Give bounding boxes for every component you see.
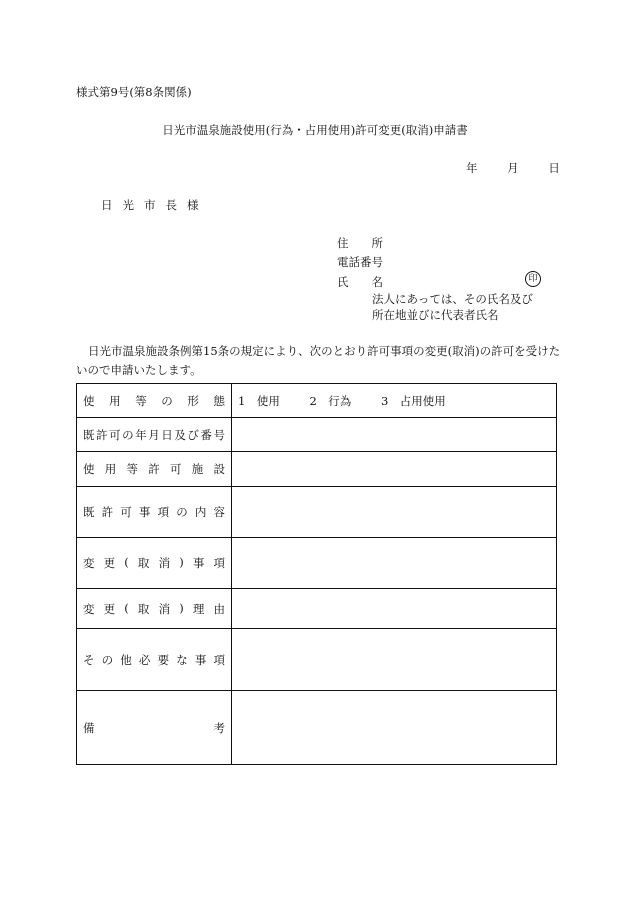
label-char: 理 [192,601,205,616]
prior-content-label [77,487,232,538]
change-items-label-text [83,555,225,571]
remarks-label-text [83,720,225,736]
prior-content-field[interactable] [232,487,557,538]
change-reason-field[interactable] [232,589,557,629]
label-char: 既 [83,427,95,442]
usage-type-options[interactable] [232,384,557,418]
label-char: 既 [83,505,95,519]
prior-content-label-text [83,504,225,520]
label-char: 設 [213,462,225,476]
table-row [77,538,557,589]
table-row [77,629,557,691]
label-char: び [187,427,199,442]
label-char: 使 [83,393,95,408]
remarks-field[interactable] [232,691,557,765]
label-char: 要 [157,652,170,667]
label-char: 年 [135,427,147,442]
label-char: 号 [213,427,225,442]
facility-label-text [83,461,225,477]
label-char: 許 [148,462,160,476]
prior-permit-label-text [83,427,225,443]
label-char: 形 [187,393,199,408]
label-char: 可 [120,505,132,519]
other-matters-field[interactable] [232,629,557,691]
label-char: ( [124,600,129,615]
label-char: な [176,652,188,667]
label-char: 事 [138,505,151,519]
table-row [77,384,557,418]
label-char: 項 [213,556,225,570]
label-char: 変 [83,601,95,616]
label-char: 更 [103,601,116,616]
label-char: 許 [101,505,114,519]
label-char: 使 [83,462,95,476]
facility-label [77,452,232,487]
label-char: 許 [96,427,108,442]
label-char: 等 [135,393,147,408]
table-row [77,487,557,538]
addressee: 日光市長様 [101,198,209,212]
date-year-label: 年 [466,161,478,175]
label-char: 施 [191,462,204,476]
usage-option-occupancy[interactable]: 3 占用使用 [380,393,446,408]
table-row [77,691,557,765]
remarks-label [77,691,232,765]
document-title: 日光市温泉施設使用(行為・占用使用)許可変更(取消)申請書 [162,123,468,137]
label-char: ( [124,555,129,569]
label-char: の [161,393,173,408]
label-char: 態 [213,393,225,408]
change-reason-label-text [83,601,225,617]
intro-paragraph: 日光市温泉施設条例第15条の規定により、次のとおり許可事項の変更(取消)の許可を受けたいので申請いたします。 [76,344,561,377]
label-char: の [176,505,188,519]
other-matters-label [77,629,232,691]
remarks-label-a: 備 [83,720,95,735]
label-char: 可 [109,427,121,442]
usage-type-label [77,384,232,418]
label-char: 他 [120,652,132,667]
remarks-label-b: 考 [213,720,225,735]
label-char: 及 [174,427,186,442]
label-char: 消 [158,601,171,616]
label-char: 日 [161,427,173,442]
applicant-name-label: 氏 名 [337,275,383,289]
table-row [77,452,557,487]
label-char: 必 [138,652,151,667]
corporation-note-cont: 所在地並びに代表者氏名 [372,308,499,322]
label-char: 事 [192,556,205,570]
applicant-address-label: 住 所 [337,236,383,250]
seal-mark: 印 [525,271,541,287]
label-char: ) [179,600,184,615]
label-char: 変 [83,556,95,570]
label-char: 取 [137,601,150,616]
usage-option-use[interactable]: 1 使用 [238,393,280,408]
table-row [77,418,557,452]
usage-option-act[interactable]: 2 行為 [309,393,352,408]
prior-permit-field[interactable] [232,418,557,452]
prior-permit-label [77,418,232,452]
label-char: 番 [200,427,212,442]
label-char: 等 [126,462,138,476]
other-matters-label-text [83,652,225,668]
date-day-label: 日 [548,161,560,175]
change-items-label [77,538,232,589]
corporation-note: 法人にあっては、その氏名及び [372,292,533,306]
application-table [76,383,557,765]
usage-type-label-text [83,393,225,409]
label-char: そ [83,652,95,667]
label-char: 事 [194,652,207,667]
form-number: 様式第9号(第8条関係) [76,85,192,99]
label-char: 由 [213,601,225,616]
label-char: の [122,427,134,442]
label-char: 内 [194,505,207,519]
change-reason-label [77,589,232,629]
label-char: 容 [213,505,225,519]
label-char: 可 [170,462,182,476]
date-month-label: 月 [507,161,519,175]
label-char: ) [179,555,184,569]
table-row [77,589,557,629]
change-items-field[interactable] [232,538,557,589]
label-char: 月 [148,427,160,442]
label-char: 取 [137,556,150,570]
date-line [466,160,560,176]
label-char: 用 [109,393,121,408]
label-char: 更 [103,556,116,570]
facility-field[interactable] [232,452,557,487]
applicant-phone-label: 電話番号 [337,255,383,269]
label-char: の [101,652,114,667]
label-char: 用 [104,462,117,476]
label-char: 項 [213,652,225,667]
label-char: 項 [157,505,170,519]
label-char: 消 [158,556,171,570]
